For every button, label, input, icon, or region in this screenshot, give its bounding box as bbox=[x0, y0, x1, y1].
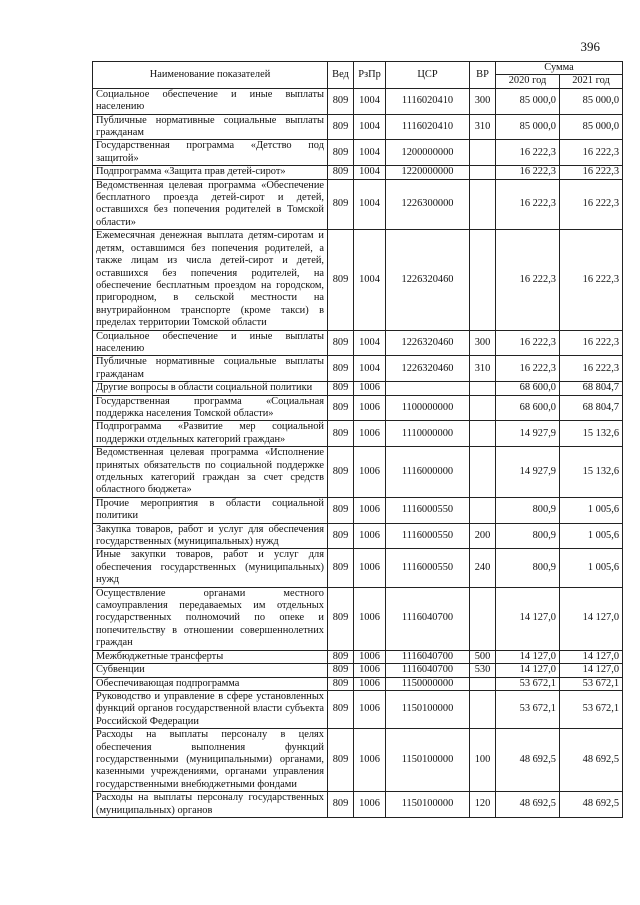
cell-rzpr: 1006 bbox=[354, 523, 386, 549]
cell-y2020: 16 222,3 bbox=[496, 230, 560, 330]
cell-y2021: 53 672,1 bbox=[560, 677, 623, 690]
cell-ved: 809 bbox=[328, 523, 354, 549]
table-row bbox=[93, 792, 623, 818]
cell-y2020: 16 222,3 bbox=[496, 179, 560, 230]
cell-vr: 100 bbox=[470, 729, 496, 792]
cell-ved: 809 bbox=[328, 497, 354, 523]
cell-y2021: 68 804,7 bbox=[560, 395, 623, 421]
cell-name: Обеспечивающая подпрограмма bbox=[93, 677, 328, 690]
table-row bbox=[93, 330, 623, 356]
cell-y2021: 16 222,3 bbox=[560, 230, 623, 330]
cell-y2020: 48 692,5 bbox=[496, 792, 560, 818]
cell-ved: 809 bbox=[328, 166, 354, 179]
cell-name: Руководство и управление в сфере установленных функций органов государственной власти субъекта Российской Федерации bbox=[93, 690, 328, 728]
header-vr: ВР bbox=[470, 62, 496, 89]
cell-y2021: 48 692,5 bbox=[560, 729, 623, 792]
cell-y2021: 14 127,0 bbox=[560, 587, 623, 650]
cell-ved: 809 bbox=[328, 230, 354, 330]
cell-ved: 809 bbox=[328, 447, 354, 498]
cell-vr: 310 bbox=[470, 356, 496, 382]
header-year-2020: 2020 год bbox=[496, 75, 560, 88]
table-row bbox=[93, 664, 623, 677]
cell-vr bbox=[470, 497, 496, 523]
cell-name: Субвенции bbox=[93, 664, 328, 677]
cell-rzpr: 1004 bbox=[354, 179, 386, 230]
cell-vr: 240 bbox=[470, 549, 496, 587]
header-ved: Вед bbox=[328, 62, 354, 89]
cell-ved: 809 bbox=[328, 421, 354, 447]
cell-name: Публичные нормативные социальные выплаты гражданам bbox=[93, 114, 328, 140]
header-year-2021: 2021 год bbox=[560, 75, 623, 88]
cell-csr: 1116020410 bbox=[386, 114, 470, 140]
cell-vr bbox=[470, 230, 496, 330]
table-row bbox=[93, 382, 623, 395]
cell-y2020: 14 127,0 bbox=[496, 664, 560, 677]
cell-rzpr: 1006 bbox=[354, 690, 386, 728]
cell-y2021: 14 127,0 bbox=[560, 650, 623, 663]
cell-y2020: 800,9 bbox=[496, 497, 560, 523]
cell-y2021: 68 804,7 bbox=[560, 382, 623, 395]
cell-csr: 1116000000 bbox=[386, 447, 470, 498]
cell-ved: 809 bbox=[328, 650, 354, 663]
cell-rzpr: 1006 bbox=[354, 729, 386, 792]
cell-name: Социальное обеспечение и иные выплаты населению bbox=[93, 330, 328, 356]
cell-y2020: 16 222,3 bbox=[496, 166, 560, 179]
cell-rzpr: 1004 bbox=[354, 330, 386, 356]
cell-ved: 809 bbox=[328, 356, 354, 382]
cell-y2021: 16 222,3 bbox=[560, 179, 623, 230]
cell-rzpr: 1006 bbox=[354, 447, 386, 498]
cell-rzpr: 1004 bbox=[354, 114, 386, 140]
cell-ved: 809 bbox=[328, 664, 354, 677]
cell-rzpr: 1006 bbox=[354, 382, 386, 395]
cell-vr bbox=[470, 447, 496, 498]
cell-name: Иные закупки товаров, работ и услуг для обеспечения государственных (муниципальных) нужд bbox=[93, 549, 328, 587]
cell-csr: 1150100000 bbox=[386, 792, 470, 818]
cell-rzpr: 1006 bbox=[354, 677, 386, 690]
cell-csr: 1226320460 bbox=[386, 230, 470, 330]
cell-vr: 120 bbox=[470, 792, 496, 818]
cell-y2021: 16 222,3 bbox=[560, 330, 623, 356]
cell-name: Межбюджетные трансферты bbox=[93, 650, 328, 663]
cell-vr: 300 bbox=[470, 330, 496, 356]
table-row bbox=[93, 729, 623, 792]
cell-y2021: 14 127,0 bbox=[560, 664, 623, 677]
cell-y2020: 68 600,0 bbox=[496, 395, 560, 421]
cell-vr: 300 bbox=[470, 88, 496, 114]
cell-y2021: 48 692,5 bbox=[560, 792, 623, 818]
table-row bbox=[93, 587, 623, 650]
cell-rzpr: 1004 bbox=[354, 88, 386, 114]
cell-vr: 500 bbox=[470, 650, 496, 663]
cell-name: Социальное обеспечение и иные выплаты населению bbox=[93, 88, 328, 114]
table-row bbox=[93, 497, 623, 523]
cell-name: Осуществление органами местного самоуправления передаваемых им отдельных государственных полномочий по опеке и попечительству в отношении совершеннолетних граждан bbox=[93, 587, 328, 650]
cell-rzpr: 1004 bbox=[354, 166, 386, 179]
cell-y2021: 16 222,3 bbox=[560, 166, 623, 179]
header-rzpr: РзПр bbox=[354, 62, 386, 89]
cell-y2020: 14 927,9 bbox=[496, 421, 560, 447]
table-row bbox=[93, 421, 623, 447]
cell-csr: 1200000000 bbox=[386, 140, 470, 166]
cell-y2020: 800,9 bbox=[496, 523, 560, 549]
cell-vr bbox=[470, 179, 496, 230]
cell-vr bbox=[470, 395, 496, 421]
header-csr: ЦСР bbox=[386, 62, 470, 89]
cell-vr: 200 bbox=[470, 523, 496, 549]
cell-csr: 1116040700 bbox=[386, 650, 470, 663]
cell-ved: 809 bbox=[328, 179, 354, 230]
table-row bbox=[93, 447, 623, 498]
cell-csr: 1116020410 bbox=[386, 88, 470, 114]
cell-y2020: 68 600,0 bbox=[496, 382, 560, 395]
header-name: Наименование показателей bbox=[93, 62, 328, 89]
cell-rzpr: 1006 bbox=[354, 650, 386, 663]
cell-csr: 1150000000 bbox=[386, 677, 470, 690]
cell-y2020: 85 000,0 bbox=[496, 88, 560, 114]
cell-csr: 1116040700 bbox=[386, 587, 470, 650]
cell-vr bbox=[470, 421, 496, 447]
cell-ved: 809 bbox=[328, 88, 354, 114]
cell-y2020: 14 127,0 bbox=[496, 587, 560, 650]
cell-rzpr: 1006 bbox=[354, 497, 386, 523]
cell-y2020: 48 692,5 bbox=[496, 729, 560, 792]
cell-csr: 1226320460 bbox=[386, 330, 470, 356]
cell-vr: 530 bbox=[470, 664, 496, 677]
cell-csr: 1226320460 bbox=[386, 356, 470, 382]
cell-name: Прочие мероприятия в области социальной политики bbox=[93, 497, 328, 523]
cell-y2021: 85 000,0 bbox=[560, 114, 623, 140]
cell-rzpr: 1006 bbox=[354, 664, 386, 677]
cell-y2021: 1 005,6 bbox=[560, 523, 623, 549]
cell-vr bbox=[470, 587, 496, 650]
cell-ved: 809 bbox=[328, 382, 354, 395]
budget-table bbox=[92, 61, 623, 818]
cell-y2021: 16 222,3 bbox=[560, 140, 623, 166]
table-row bbox=[93, 179, 623, 230]
cell-name: Другие вопросы в области социальной политики bbox=[93, 382, 328, 395]
cell-y2021: 53 672,1 bbox=[560, 690, 623, 728]
cell-rzpr: 1006 bbox=[354, 395, 386, 421]
table-row bbox=[93, 690, 623, 728]
cell-rzpr: 1006 bbox=[354, 792, 386, 818]
cell-ved: 809 bbox=[328, 140, 354, 166]
cell-vr bbox=[470, 690, 496, 728]
cell-vr bbox=[470, 166, 496, 179]
cell-csr: 1116000550 bbox=[386, 497, 470, 523]
cell-name: Расходы на выплаты персоналу государственных (муниципальных) органов bbox=[93, 792, 328, 818]
cell-y2021: 15 132,6 bbox=[560, 421, 623, 447]
cell-y2020: 800,9 bbox=[496, 549, 560, 587]
cell-ved: 809 bbox=[328, 792, 354, 818]
cell-rzpr: 1006 bbox=[354, 421, 386, 447]
cell-csr: 1150100000 bbox=[386, 690, 470, 728]
cell-name: Подпрограмма «Развитие мер социальной поддержки отдельных категорий граждан» bbox=[93, 421, 328, 447]
cell-vr bbox=[470, 677, 496, 690]
cell-rzpr: 1006 bbox=[354, 549, 386, 587]
cell-y2020: 16 222,3 bbox=[496, 140, 560, 166]
page-number: 396 bbox=[580, 39, 600, 54]
cell-name: Государственная программа «Детство под защитой» bbox=[93, 140, 328, 166]
cell-y2020: 53 672,1 bbox=[496, 690, 560, 728]
cell-ved: 809 bbox=[328, 677, 354, 690]
cell-y2020: 16 222,3 bbox=[496, 330, 560, 356]
table-row bbox=[93, 549, 623, 587]
table-row bbox=[93, 395, 623, 421]
cell-y2020: 16 222,3 bbox=[496, 356, 560, 382]
cell-ved: 809 bbox=[328, 587, 354, 650]
cell-y2021: 15 132,6 bbox=[560, 447, 623, 498]
cell-csr bbox=[386, 382, 470, 395]
cell-ved: 809 bbox=[328, 729, 354, 792]
cell-csr: 1150100000 bbox=[386, 729, 470, 792]
header-sum: Сумма bbox=[496, 62, 623, 75]
table-header bbox=[93, 62, 623, 89]
cell-name: Подпрограмма «Защита прав детей-сирот» bbox=[93, 166, 328, 179]
cell-rzpr: 1004 bbox=[354, 230, 386, 330]
cell-csr: 1100000000 bbox=[386, 395, 470, 421]
cell-name: Государственная программа «Социальная поддержка населения Томской области» bbox=[93, 395, 328, 421]
table-row bbox=[93, 230, 623, 330]
cell-rzpr: 1006 bbox=[354, 587, 386, 650]
cell-y2021: 1 005,6 bbox=[560, 549, 623, 587]
cell-y2021: 85 000,0 bbox=[560, 88, 623, 114]
cell-y2021: 1 005,6 bbox=[560, 497, 623, 523]
cell-rzpr: 1004 bbox=[354, 356, 386, 382]
cell-y2020: 14 927,9 bbox=[496, 447, 560, 498]
cell-vr bbox=[470, 382, 496, 395]
cell-name: Публичные нормативные социальные выплаты гражданам bbox=[93, 356, 328, 382]
cell-name: Ежемесячная денежная выплата детям-сиротам и детям, оставшимся без попечения родителей, а также лицам из числа детей-сирот и детей, оставшихся без попечения родителей, на обеспечение бесплатным проездом на городском, пригородном, в сельской местности на внутрирайонном транспорте (кроме такси) в пределах территории Томской области bbox=[93, 230, 328, 330]
cell-csr: 1116000550 bbox=[386, 549, 470, 587]
cell-vr: 310 bbox=[470, 114, 496, 140]
table-row bbox=[93, 650, 623, 663]
cell-vr bbox=[470, 140, 496, 166]
cell-csr: 1116000550 bbox=[386, 523, 470, 549]
cell-y2021: 16 222,3 bbox=[560, 356, 623, 382]
table-row bbox=[93, 523, 623, 549]
table-row bbox=[93, 677, 623, 690]
cell-ved: 809 bbox=[328, 395, 354, 421]
table-row bbox=[93, 88, 623, 114]
table-row bbox=[93, 114, 623, 140]
cell-csr: 1226300000 bbox=[386, 179, 470, 230]
cell-y2020: 85 000,0 bbox=[496, 114, 560, 140]
cell-name: Закупка товаров, работ и услуг для обеспечения государственных (муниципальных) нужд bbox=[93, 523, 328, 549]
cell-name: Ведомственная целевая программа «Исполнение принятых обязательств по социальной поддержке отдельных категорий граждан за счет средств областного бюджета» bbox=[93, 447, 328, 498]
table-row bbox=[93, 166, 623, 179]
cell-ved: 809 bbox=[328, 690, 354, 728]
cell-csr: 1220000000 bbox=[386, 166, 470, 179]
cell-name: Ведомственная целевая программа «Обеспечение бесплатного проезда детей-сирот и детей, оставшихся без попечения родителей в Томской области» bbox=[93, 179, 328, 230]
cell-rzpr: 1004 bbox=[354, 140, 386, 166]
cell-ved: 809 bbox=[328, 549, 354, 587]
table-body bbox=[93, 88, 623, 817]
table-row bbox=[93, 356, 623, 382]
cell-ved: 809 bbox=[328, 114, 354, 140]
cell-y2020: 53 672,1 bbox=[496, 677, 560, 690]
cell-csr: 1116040700 bbox=[386, 664, 470, 677]
cell-csr: 1110000000 bbox=[386, 421, 470, 447]
cell-y2020: 14 127,0 bbox=[496, 650, 560, 663]
table-row bbox=[93, 140, 623, 166]
cell-ved: 809 bbox=[328, 330, 354, 356]
cell-name: Расходы на выплаты персоналу в целях обеспечения выполнения функций государственными (муниципальными) органами, казенными учреждениями, органами управления государственными внебюджетными фондами bbox=[93, 729, 328, 792]
